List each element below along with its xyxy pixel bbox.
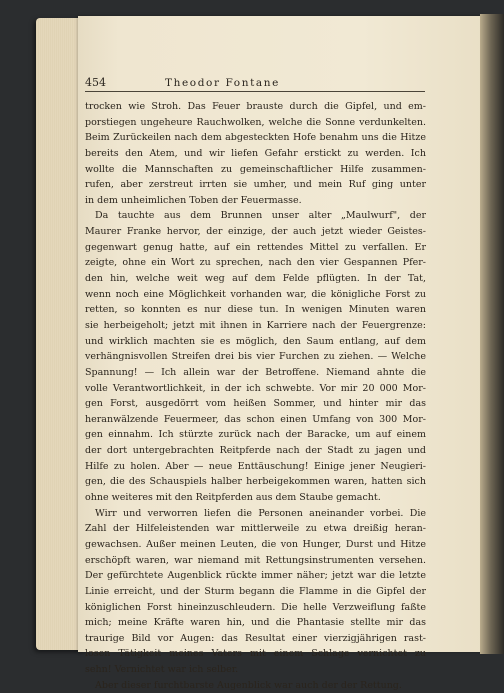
- text-line: rufen, aber zerstreut irrten sie umher, und mein Ruf ging unter: [85, 179, 426, 191]
- text-line: wenn noch eine Möglichkeit vorhanden war, die königliche Forst zu: [85, 288, 426, 300]
- page-number: 454: [85, 76, 106, 89]
- text-line: heranwälzende Feuermeer, das schon einen Umfang von 300 Mor-: [85, 413, 426, 425]
- text-line: gen Forst, ausgedörrt vom heißen Sommer, und hinter mir das: [85, 398, 426, 410]
- text-line: und wirklich machten sie es möglich, den Saum entlang, auf dem: [85, 335, 426, 347]
- text-line: Beim Zurückeilen nach dem abgesteckten Hofe benahm uns die Hitze: [85, 132, 426, 144]
- text-line: gewachsen. Außer meinen Leuten, die von Hunger, Durst und Hitze: [85, 538, 426, 550]
- text-line: den hin, welche weit weg auf dem Felde pflügten. In der Tat,: [85, 273, 426, 285]
- text-line: mich; meine Kräfte waren hin, und die Phantasie stellte mir das: [85, 617, 426, 629]
- text-line: losen Tätigkeit meines Vaters mit einem Schlage vernichtet zu: [85, 648, 426, 660]
- text-line: bereits den Atem, und wir liefen Gefahr erstickt zu werden. Ich: [85, 147, 426, 159]
- text-line: Hilfe zu holen. Aber — neue Enttäuschung! Einige jener Neugieri-: [85, 460, 426, 472]
- book-spine: [480, 14, 504, 654]
- text-line: Zahl der Hilfeleistenden war mittlerweile zu etwa dreißig heran-: [85, 523, 426, 535]
- text-line: erschöpft waren, war niemand mit Rettungsinstrumenten versehen.: [85, 554, 426, 566]
- text-line: gen, die des Schauspiels halber herbeigekommen waren, hatten sich: [85, 476, 426, 488]
- text-line: königlichen Forst hineinzuschleudern. Die helle Verzweiflung faßte: [85, 601, 426, 613]
- text-line: Da tauchte aus dem Brunnen unser alter „Maulwurf", der: [95, 210, 426, 222]
- running-head: Theodor Fontane: [165, 77, 280, 89]
- text-line: zeigte, ohne ein Wort zu sprechen, nach den vier Gespannen Pfer-: [85, 257, 426, 269]
- text-line: ohne weiteres mit den Reitpferden aus dem Staube gemacht.: [85, 492, 381, 504]
- body-text: [85, 99, 426, 693]
- text-line: retten, so konnten es nur diese tun. In wenigen Minuten waren: [85, 304, 426, 316]
- text-line: wollte die Mannschaften zu gemeinschaftlicher Hilfe zusammen-: [85, 163, 426, 175]
- text-line: gegenwart genug hatte, auf ein rettendes Mittel zu verfallen. Er: [85, 241, 426, 253]
- text-line: sehn! Vernichtet war ich selber.: [85, 664, 239, 676]
- text-line: verhängnisvollen Streifen drei bis vier Furchen zu ziehen. — Welche: [85, 351, 426, 363]
- text-line: Der gefürchtete Augenblick rückte immer näher; jetzt war die letzte: [85, 570, 426, 582]
- text-line: Linie erreicht, und der Sturm begann die Flamme in die Gipfel der: [85, 585, 426, 597]
- text-line: trocken wie Stroh. Das Feuer brauste durch die Gipfel, und em-: [85, 101, 426, 112]
- text-line: Spannung! — Ich allein war der Betroffene. Niemand ahnte die: [85, 366, 426, 378]
- text-line: traurige Bild vor Augen: das Resultat einer vierzigjährigen rast-: [85, 632, 426, 644]
- text-line: volle Verantwortlichkeit, in der ich schwebte. Vor mir 20 000 Mor-: [85, 382, 426, 394]
- text-line: Wirr und verworren liefen die Personen aneinander vorbei. Die: [95, 507, 426, 519]
- text-line: Aber dieser furchtbarste Augenblick war auch der der Rettung.: [95, 679, 402, 691]
- page-header: [85, 77, 425, 92]
- text-line: in dem unheimlichen Toben der Feuermasse.: [85, 194, 302, 206]
- text-line: gen einnahm. Ich stürzte zurück nach der Baracke, um auf einem: [85, 429, 426, 441]
- text-line: sie herbeigeholt; jetzt mit ihnen in Karriere nach der Feuergrenze:: [85, 319, 426, 331]
- text-line: porstiegen ungeheure Rauchwolken, welche die Sonne verdunkelten.: [85, 116, 426, 128]
- text-line: der dort untergebrachten Reitpferde nach der Stadt zu jagen und: [85, 445, 426, 457]
- text-line: Maurer Franke hervor, der einzige, der auch jetzt wieder Geistes-: [85, 226, 426, 238]
